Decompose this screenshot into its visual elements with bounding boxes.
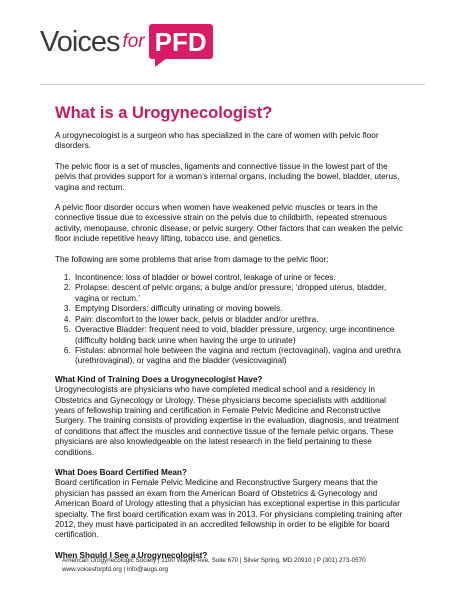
list-item: 5. Overactive Bladder: frequent need to void, bladder pressure, urgency, urge incontinence (difficulty holding back urine when having the urge to urinate) (73, 325, 407, 346)
footer-contact: www.voicesforpfd.org | info@augs.org (62, 566, 169, 573)
voices-for-pfd-logo (40, 24, 213, 60)
list-item: 3. Emptying Disorders: difficulty urinating or moving bowels. (73, 304, 407, 314)
logo-word-voices: Voices (40, 26, 120, 58)
logo-badge-pfd: PFD (149, 24, 213, 59)
problems-list (55, 273, 407, 367)
pelvic-floor-paragraph: The pelvic floor is a set of muscles, ligaments and connective tissue in the lowest part of the pelvis that provides support for a woman’s internal organs, including the bowel, bladder, uterus, vagina and rectum. (55, 161, 400, 192)
intro-paragraph: A urogynecologist is a surgeon who has specialized in the care of women with pelvic floor disorders. (55, 131, 379, 151)
page-title: What is a Urogynecologist? (55, 104, 273, 122)
document-body (55, 104, 407, 561)
list-item: 1. Incontinence: loss of bladder or bowel control, leakage of urine or feces. (73, 273, 407, 283)
board-paragraph: Board certification in Female Pelvic Medicine and Reconstructive Surgery means that the physician has passed an exam from the American Board of Obstetrics & Gynecology and American Board of Urology attesting that a physician has exceptional expertise in this particular specialty. The first board certification exam was in 2013. For physicians completing training after 2012, they must have participated in an accredited fellowship in order to be eligible for board certification. (55, 478, 403, 540)
list-item: 2. Prolapse: descent of pelvic organs; a bulge and/or pressure; ‘dropped uterus, bladder, vagina or rectum.’ (73, 283, 407, 304)
list-item: 6. Fistulas: abnormal hole between the vagina and rectum (rectovaginal), vagina and urethra (urethrovaginal), or vagina and the bladder (vesicovaginal) (73, 346, 407, 367)
board-heading: What Does Board Certified Mean? (55, 467, 187, 477)
page-footer (62, 556, 422, 574)
list-item: 4. Pain: discomfort to the lower back, pelvis or bladder and/or urethra. (73, 315, 407, 325)
logo-word-for: for (122, 31, 145, 52)
training-paragraph: Urogynecologists are physicians who have completed medical school and a residency in Obstetrics and Gynecology or Urology. These physicians become specialists with additional years of fellowship training and certification in Female Pelvic Medicine and Reconstructive Surgery. The training consists of providing expertise in the evaluation, diagnosis, and treatment of conditions that affect the muscles and connective tissue of the female pelvic organs. These physicians are also knowledgeable on the latest research in the field pertaining to these conditions. (55, 385, 399, 457)
footer-address: American Urogynecologic Society | 1100 Wayne Ave, Suite 670 | Silver Spring, MD 20910 | P (301) 273-0570 (62, 557, 366, 564)
when-heading: When Should I See a Urogynecologist? (55, 550, 208, 560)
problems-intro: The following are some problems that arise from damage to the pelvic floor: (55, 254, 329, 264)
disorder-paragraph: A pelvic floor disorder occurs when women have weakened pelvic muscles or tears in the connective tissue due to excessive strain on the pelvis due to childbirth, repeated strenuous activity, menopause, chronic disease, or pelvic surgery. Other factors that can weaken the pelvic floor include repetitive heavy lifting, tobacco use, and genetics. (55, 203, 403, 244)
header-divider (40, 84, 425, 85)
training-heading: What Kind of Training Does a Urogynecologist Have? (55, 374, 263, 384)
